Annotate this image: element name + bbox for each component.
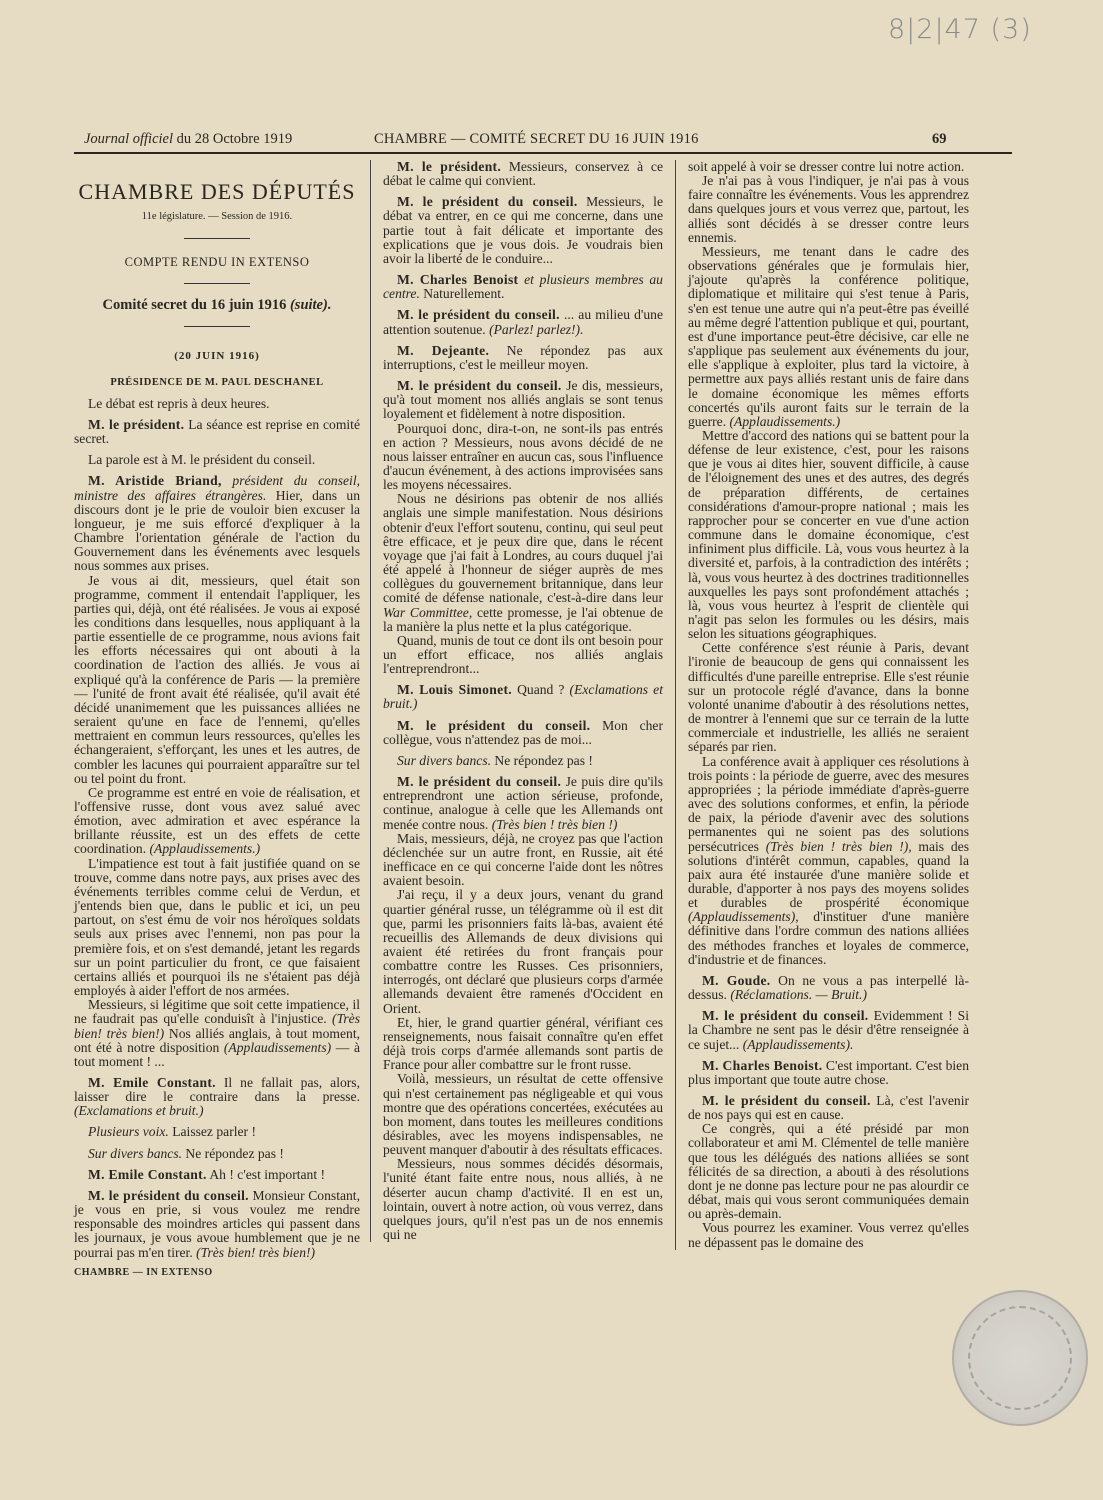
speech: Messieurs, conservez à ce débat le calme qui convient. bbox=[383, 159, 663, 189]
column-3 bbox=[675, 160, 969, 1250]
reaction: (Exclamations et bruit.) bbox=[383, 682, 663, 712]
paragraph bbox=[383, 273, 663, 301]
paragraph: Vous pourrez les examiner. Vous verrez qu'elles ne dépassent pas le domaine des bbox=[688, 1220, 969, 1250]
speaker-title: et plusieurs membres au centre. bbox=[383, 272, 663, 302]
paragraph bbox=[688, 755, 969, 967]
paragraph bbox=[74, 474, 360, 573]
paragraph bbox=[383, 492, 663, 634]
header-date: du 28 Octobre 1919 bbox=[176, 131, 293, 147]
paragraph: Quand, munis de tout ce dont ils ont besoin pour un effort efficace, nos alliés anglais l'entreprendront... bbox=[383, 632, 663, 677]
paragraph: Pourquoi donc, dira-t-on, ne sont-ils pas entrés en action ? Messieurs, nous avons décidé de ne nous laisser entraîner en aucun cas, sous l'influence d'aucun événement, à des actions improvisées sans les moyens nécessaires. bbox=[383, 420, 663, 493]
column-1 bbox=[74, 160, 360, 1280]
speech: mais des solutions d'intérêt commun, capables, quand la paix aura été instaurée d'une manière solide et durable, d'apporter à nos pays des moyens solides et durables de prospérité économique bbox=[688, 838, 969, 911]
speech: cette promesse, je l'ai obtenue de la manière la plus nette et la plus catégorique. bbox=[383, 604, 663, 634]
paragraph: Et, hier, le grand quartier général, vérifiant ces renseignements, nous faisait connaître qu'en effet déjà trois corps d'armée allemands sont partis de France pour aller combattre sur le front russe. bbox=[383, 1014, 663, 1073]
reaction: (Parlez! parlez!). bbox=[489, 321, 584, 337]
speaker: M. le président du conseil. bbox=[397, 717, 591, 733]
paragraph: J'ai reçu, il y a deux jours, venant du grand quartier général russe, un télégramme où il est dit que, parmi les prisonniers faits là-bas, avaient été recueillis des Allemands de deux divisions qui avaient été retirées du front français pour combattre contre les Russes. Ces prisonniers, interrogés, ont déclaré que plusieurs corps d'armée allemands devaient être ramenés d'Occident en Orient. bbox=[383, 887, 663, 1016]
session-date: (20 JUIN 1916) bbox=[174, 350, 260, 363]
speaker: Sur divers bancs. bbox=[88, 1145, 183, 1161]
speech: Evidemment ! Si la Chambre ne sent pas le désir d'être renseignée à ce sujet... bbox=[688, 1008, 970, 1052]
paragraph: Le débat est repris à deux heures. bbox=[88, 395, 270, 411]
speaker: M. Charles Benoist. bbox=[702, 1057, 823, 1073]
speech: Quand ? bbox=[517, 682, 565, 698]
journal-name: Journal officiel bbox=[84, 131, 173, 147]
speech: Ne répondez pas aux interruptions, c'est le meilleur moyen. bbox=[383, 342, 663, 372]
compte-rendu-heading: COMPTE RENDU IN EXTENSO bbox=[124, 255, 310, 270]
chamber-title: CHAMBRE DES DÉPUTÉS bbox=[78, 179, 356, 204]
session-title: Comité secret du 16 juin 1916 bbox=[102, 297, 287, 314]
speaker: M. le président du conseil. bbox=[397, 378, 562, 394]
speaker: M. Goude. bbox=[702, 972, 771, 988]
paragraph: Voilà, messieurs, un résultat de cette offensive qui n'est certainement pas négligeable et qui vous montre que des opérations concertées, exécutées au bon moment, dans toutes les meilleures conditions désirables, avec les moyens indispensables, ne peuvent manquer d'aboutir à des résultats efficaces. bbox=[383, 1071, 663, 1158]
speaker: M. le président du conseil. bbox=[88, 1187, 249, 1203]
speech: Il ne fallait pas, alors, laisser dire le contraire dans la presse. bbox=[74, 1074, 360, 1105]
speech: La séance est reprise en comité secret. bbox=[74, 416, 360, 447]
speaker: M. Dejeante. bbox=[397, 342, 490, 358]
paragraph bbox=[383, 195, 663, 266]
chamber-subtitle: 11e législature. — Session de 1916. bbox=[141, 211, 293, 222]
speech: Messieurs, le débat va entrer, en ce qui me concerne, dans une partie tout à fait délicate et importante des explications que je vous dois. Je voudrais bien avoir la liberté de le conduire... bbox=[383, 194, 663, 266]
reaction: (Applaudissements) bbox=[223, 1039, 332, 1055]
speaker: M. le président du conseil. bbox=[702, 1008, 869, 1024]
paragraph bbox=[688, 1009, 969, 1051]
speech: Ce programme est entré en voie de réalisation, et l'offensive russe, dont vous avez salué avec émotion, avec admiration et avec espérance la brillante réussite, est un des effets de cette coordination. bbox=[74, 784, 360, 857]
divider bbox=[184, 283, 250, 284]
paragraph bbox=[688, 974, 969, 1002]
paragraph bbox=[383, 379, 663, 421]
speaker: M. Emile Constant. bbox=[88, 1166, 207, 1182]
paragraph bbox=[74, 1125, 360, 1139]
paragraph bbox=[74, 1168, 360, 1182]
speech: Nos alliés anglais, à tout moment, ont été à notre disposition bbox=[74, 1025, 361, 1055]
speech: Ne répondez pas ! bbox=[185, 1145, 284, 1161]
paragraph: Messieurs, nous sommes décidés désormais, l'unité étant faite entre nous, nous alliés, à ne déserter aucun champ d'activité. Il en est un, lointain, ouvert à notre action, où vous verrez, dans quelques jours, qu'il n'est pas un de nos ennemis qui ne bbox=[383, 1156, 663, 1243]
reaction: (Réclamations. — Bruit.) bbox=[730, 987, 867, 1003]
reaction: (Applaudissements). bbox=[742, 1036, 854, 1052]
paragraph: Ce congrès, qui a été présidé par mon collaborateur et ami M. Clémentel de telle manière que tous les délégués des nations alliées se sont félicités de sa direction, a abouti à des résolutions dont je ne donne pas lecture pour ne pas alourdir ce débat, mais qui vous seront communiquées demain ou après-demain. bbox=[688, 1121, 969, 1222]
speech: Naturellement. bbox=[423, 286, 505, 302]
paragraph bbox=[383, 344, 663, 372]
speech: On ne vous a pas interpellé là-dessus. bbox=[688, 972, 969, 1003]
paragraph: Mais, messieurs, déjà, ne croyez pas que l'action déclenchée sur un autre front, en Russie, ait été inefficace en ce qui concerne l'aide dont les nôtres avaient besoin. bbox=[383, 830, 663, 889]
speaker: M. le président du conseil. bbox=[397, 774, 562, 790]
reaction: (Très bien ! très bien !) bbox=[491, 816, 618, 832]
speech: Monsieur Constant, je vous en prie, si vous voulez me rendre responsable des moindres articles qui passent dans les journaux, je vous avoue humblement que je ne pourrai pas m'en tirer. bbox=[74, 1187, 360, 1260]
reaction: (Applaudissements.) bbox=[729, 413, 841, 429]
paragraph: soit appelé à voir se dresser contre lui notre action. bbox=[688, 159, 965, 174]
reaction: (Très bien ! très bien !), bbox=[765, 838, 912, 854]
divider bbox=[184, 326, 250, 327]
reaction: (Exclamations et bruit.) bbox=[74, 1103, 204, 1119]
paragraph bbox=[688, 245, 969, 429]
page-header bbox=[74, 130, 1012, 154]
paragraph bbox=[383, 775, 663, 832]
speech: Hier, dans un discours dont je le prie de vouloir bien excuser la longueur, je me suis efforcé d'expliquer à la Chambre l'orientation générale de l'action du Gouvernement dans les événements avec lesquels nous sommes aux prises. bbox=[74, 487, 360, 574]
quoted-term: War Committee, bbox=[383, 604, 473, 620]
paragraph bbox=[383, 754, 663, 768]
paragraph bbox=[74, 1076, 360, 1118]
paragraph: La parole est à M. le président du conseil. bbox=[88, 452, 316, 468]
presidency-line: PRÉSIDENCE DE M. PAUL DESCHANEL bbox=[110, 376, 324, 388]
speech: d'instituer d'une manière définitive dans l'ordre commun des nations alliées des méthodes franches et loyales de commerce, d'industrie et de finances. bbox=[688, 909, 969, 967]
paragraph: Je vous ai dit, messieurs, quel était son programme, comment il entendait l'appliquer, les parties qui, déjà, ont été réalisées. Je vous ai exposé les conditions dans lesquelles, nous appliquant à la partie essentielle de ce programme, nous avions fait les efforts nécessaires qui ont abouti à la coordination de l'action des alliés. Je vous ai expliqué qu'à la conférence de Paris — la première — l'unité de front avait été réalisée, qu'il avait été décidé unanimement que les puissances alliées ne seraient qu'une en face de l'ennemi, qu'elles mettraient en commun leurs ressources, qu'elles les échangeraient, s'efforçant, les unes et les autres, de combler les lacunes qui pourraient apparaître sur tel ou tel point du front. bbox=[74, 572, 360, 786]
speaker: Plusieurs voix. bbox=[88, 1124, 169, 1140]
speaker: Sur divers bancs. bbox=[397, 752, 492, 768]
archive-stamp bbox=[952, 1290, 1088, 1426]
column-3-content bbox=[688, 160, 969, 1250]
speech: — à tout moment ! ... bbox=[74, 1039, 360, 1069]
column-2 bbox=[370, 160, 663, 1242]
paragraph bbox=[74, 998, 360, 1069]
paragraph bbox=[74, 786, 360, 857]
session-suite: (suite). bbox=[289, 297, 332, 314]
paragraph bbox=[383, 160, 663, 188]
divider bbox=[184, 238, 250, 239]
speech: Là, c'est l'avenir de nos pays qui est en cause. bbox=[688, 1093, 969, 1123]
reaction: (Très bien! très bien!) bbox=[196, 1244, 316, 1260]
speaker: M. le président du conseil. bbox=[397, 307, 560, 323]
reaction: (Applaudissements), bbox=[688, 909, 799, 925]
paragraph bbox=[74, 1147, 360, 1161]
speaker: M. Emile Constant. bbox=[88, 1074, 216, 1090]
speech: Messieurs, si légitime que soit cette impatience, il ne faudrait pas qu'elle conduisît à l'injustice. bbox=[74, 997, 360, 1027]
handwritten-annotation: 8|2|47 (3) bbox=[888, 14, 1032, 45]
speech: Je dis, messieurs, qu'à tout moment nos alliés anglais se sont tenus loyalement et fidèlement à notre disposition. bbox=[383, 378, 663, 422]
column-footer: CHAMBRE — IN EXTENSO bbox=[74, 1266, 213, 1278]
reaction: (Applaudissements.) bbox=[149, 841, 261, 857]
paragraph bbox=[74, 418, 360, 446]
reaction: (Très bien! très bien!) bbox=[74, 1011, 360, 1041]
column-2-content bbox=[383, 160, 663, 1242]
header-title: CHAMBRE — COMITÉ SECRET DU 16 JUIN 1916 bbox=[374, 131, 699, 147]
paragraph bbox=[383, 719, 663, 747]
paragraph bbox=[383, 683, 663, 711]
page-number: 69 bbox=[932, 131, 947, 147]
paragraph: Mettre d'accord des nations qui se battent pour la défense de leur existence, c'est, pour les raisons que je vous ai dites hier, souvent difficile, à cause de l'éloignement des unes et des autres, des degrés de préparation différents, de certaines considérations d'amour-propre national ; mais les rapprocher pour se concerter en vue d'une action commune dans le domaine économique, c'est infiniment plus difficile. Là, vous vous heurtez à la diversité et, parfois, à la contradiction des intérêts ; là, vous vous heurtez à des doctrines traditionnelles auxquelles les pays sont profondément attachés ; là, vous vous heurtez à l'esprit de clientèle qui n'agit pas selon les formules ou les désirs, mais selon les situations géographiques. bbox=[688, 427, 969, 642]
paragraph bbox=[74, 1189, 360, 1260]
speaker: M. Louis Simonet. bbox=[397, 682, 512, 698]
speech: Messieurs, me tenant dans le cadre des observations générales que je formulais hier, j'ajoute qu'après la conférence politique, diplomatique et militaire qui s'est tenue à Paris, s'en est tenue une autre qui n'a peut-être pas éveillé au même degré l'attention publique et qui, pourtant, est d'une importance peut-être décisive, car elle ne s'applique pas seulement aux événements du jour, elle s'applique à exploiter, plus tard la victoire, à permettre aux pays alliés restant unis de faire dans le domaine économique les mêmes efforts concertés qu'ils auront faits sur le terrain de la guerre. bbox=[688, 243, 969, 429]
paragraph: Cette conférence s'est réunie à Paris, devant l'ironie de beaucoup de gens qui connaissent les difficultés d'une pareille entreprise. Elle s'est réunie sur un protocole réglé d'avance, dans la bonne volonté unanime d'aboutir à des résolutions nettes, de montrer à l'ennemi que sur ce terrain de la lutte commerciale et industrielle, les alliés ne seraient séparés par rien. bbox=[688, 640, 969, 755]
speaker: M. le président. bbox=[397, 159, 502, 174]
speech: La conférence avait à appliquer ces résolutions à trois points : la période de guerre, avec des mesures appropriées ; la période immédiate d'après-guerre avec des solutions conformes, et enfin, la période de paix, la période d'avenir avec des solutions permanentes qui ne soient pas des solutions persécutrices bbox=[688, 753, 969, 854]
speech: ... au milieu d'une attention soutenue. bbox=[383, 307, 663, 337]
paragraph bbox=[688, 1059, 969, 1087]
speaker: M. Charles Benoist bbox=[397, 272, 519, 288]
speaker: M. le président du conseil. bbox=[397, 194, 578, 210]
speech: Mon cher collègue, vous n'attendez pas de moi... bbox=[383, 717, 663, 747]
paragraph bbox=[383, 308, 663, 336]
speaker-title: président du conseil, ministre des affaires étrangères. bbox=[74, 473, 360, 503]
speaker: M. le président. bbox=[88, 416, 185, 432]
paragraph: L'impatience est tout à fait justifiée quand on se trouve, comme dans notre pays, aux prises avec des événements terribles comme celui de Verdun, et j'entends bien que, dans le public et ici, un peu partout, on s'est ému de voir nos héroïques soldats seuls aux prises avec l'ennemi, non pas pour la première fois, et on s'est demandé, jetant les regards sur un point particulier du front, ce que faisaient certains alliés et pourquoi ils ne s'étaient pas déjà employés à aider l'effort de nos armées. bbox=[74, 855, 360, 999]
speech: Je puis dire qu'ils entreprendront une action sérieuse, profonde, continue, analogue à celle que les Allemands ont menée contre nous. bbox=[383, 774, 663, 832]
speech: Ne répondez pas ! bbox=[494, 752, 593, 768]
session-heading bbox=[74, 298, 360, 312]
speech: Nous ne désirions pas obtenir de nos alliés anglais une simple manifestation. Nous désirions obtenir d'eux l'effort soutenu, continu, qui seul peut être efficace, et je peux dire que, dans le récent voyage que j'ai fait à Londres, au cours duquel j'ai été appelé à l'honneur de siéger auprès de mes collègues du gouvernement britannique, dans leur comité de défense nationale, c'est-à-dire dans leur bbox=[383, 491, 663, 606]
header-journal bbox=[84, 130, 292, 148]
speech: C'est important. C'est bien plus important que toute autre chose. bbox=[688, 1057, 970, 1087]
paragraph: Je n'ai pas à vous l'indiquer, je n'ai pas à vous faire connaître les événements. Vous les apprendrez dans quelques jours et vous verrez que, partout, les alliés sont décidés à se dresser contre leurs ennemis. bbox=[688, 173, 969, 245]
speaker: M. Aristide Briand, bbox=[88, 473, 222, 489]
speech: Laissez parler ! bbox=[172, 1124, 256, 1140]
speech: Ah ! c'est important ! bbox=[209, 1166, 326, 1182]
speaker: M. le président du conseil. bbox=[702, 1093, 871, 1108]
paragraph bbox=[688, 1094, 969, 1122]
